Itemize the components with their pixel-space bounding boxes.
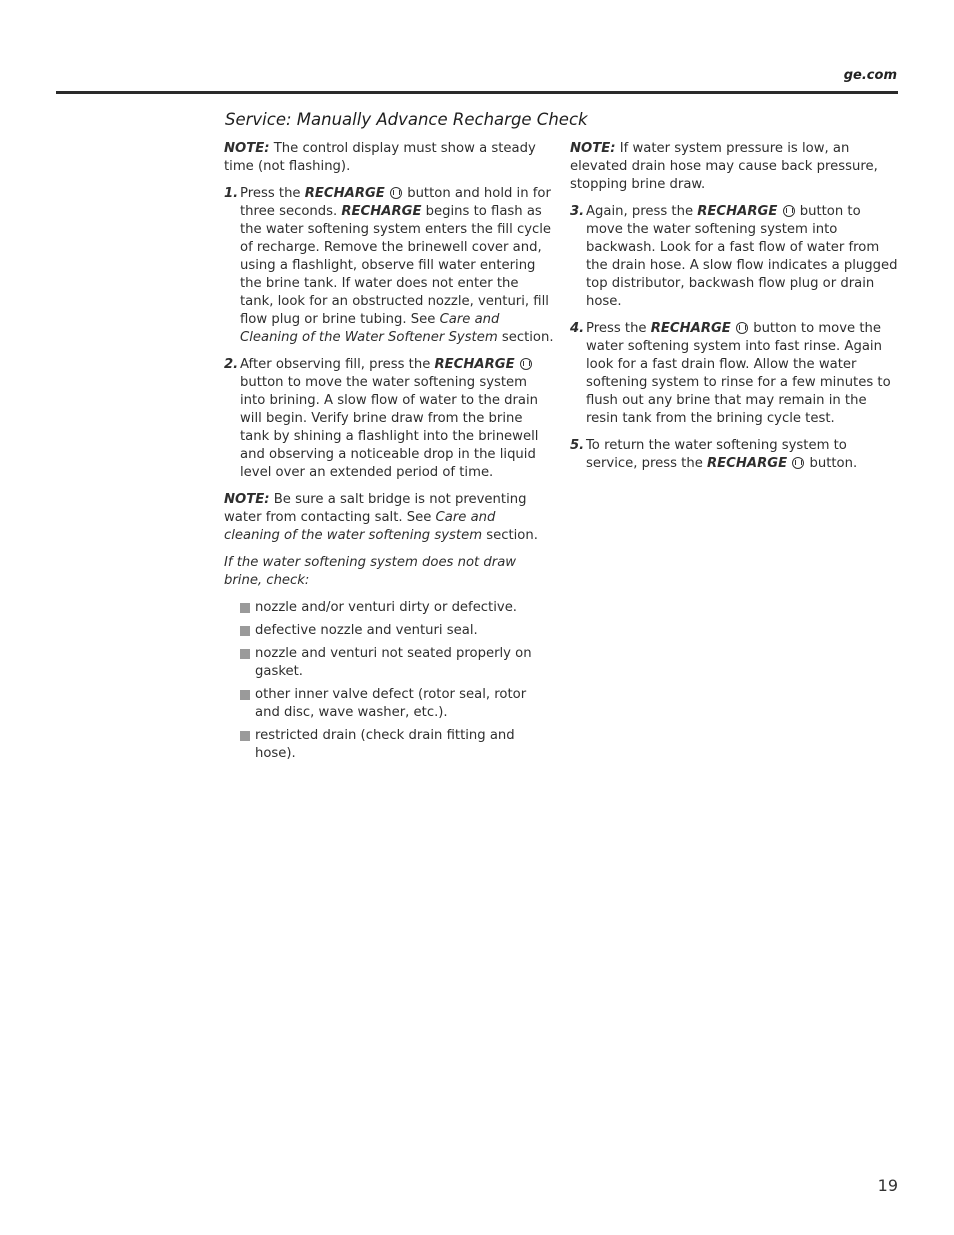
recharge-keyword: RECHARGE (434, 357, 515, 372)
recharge-keyword: RECHARGE (341, 204, 422, 219)
section-title: Service: Manually Advance Recharge Check (225, 110, 588, 129)
step-1 (224, 185, 554, 347)
step-text: section. (497, 330, 554, 345)
right-column (570, 140, 900, 482)
list-item-text: other inner valve defect (rotor seal, rotor and disc, wave washer, etc.). (255, 687, 527, 720)
recharge-keyword: RECHARGE (707, 456, 788, 471)
step-text: After observing fill, press the (240, 357, 435, 372)
note-text: section. (482, 528, 538, 543)
recharge-icon (390, 187, 402, 199)
step-2 (224, 356, 554, 482)
recharge-icon (520, 358, 532, 370)
bullet-square-icon (240, 649, 250, 659)
section-reference: Care and Cleaning of the Water Softener System (240, 312, 500, 345)
step-text: button to move the water softening system into brining. A slow flow of water to the drain will begin. Verify brine draw from the brine tank by shining a flashlight into the brinewell and observing a noticeable drop in the liquid level over an extended period of time. (240, 375, 539, 480)
bullet-square-icon (240, 690, 250, 700)
list-item-text: restricted drain (check drain fitting and hose). (255, 728, 515, 761)
recharge-icon (736, 322, 748, 334)
recharge-icon (783, 205, 795, 217)
note-text: Be sure a salt bridge is not preventing water from contacting salt. See (224, 492, 527, 525)
note-salt-bridge (224, 491, 554, 545)
list-item-text: defective nozzle and venturi seal. (255, 623, 478, 638)
list-item (240, 727, 554, 763)
list-item (240, 599, 554, 617)
step-number: 2. (224, 357, 239, 372)
recharge-keyword: RECHARGE (304, 186, 385, 201)
recharge-keyword: RECHARGE (697, 204, 778, 219)
header-rule (56, 91, 898, 94)
step-text: To return the water softening system to service, press the (586, 438, 847, 471)
list-item (240, 686, 554, 722)
recharge-keyword: RECHARGE (650, 321, 731, 336)
site-url: ge.com (843, 68, 897, 83)
note-label: NOTE: (570, 141, 616, 156)
note-pressure (570, 140, 900, 194)
step-text: button to move the water softening system into fast rinse. Again look for a fast drain flow. Allow the water softening system to rinse for a few minutes to flush out any brine that may remain in the resin tank from the brining cycle test. (586, 321, 891, 426)
left-column (224, 140, 554, 768)
list-item (240, 645, 554, 681)
bullet-square-icon (240, 603, 250, 613)
list-item-text: nozzle and/or venturi dirty or defective. (255, 600, 517, 615)
step-text: button and hold in for three seconds. (240, 186, 551, 219)
note-display (224, 140, 554, 176)
step-text: button. (805, 456, 858, 471)
check-list (240, 599, 554, 763)
step-number: 5. (570, 438, 585, 453)
recharge-icon (792, 457, 804, 469)
note-label: NOTE: (224, 492, 270, 507)
step-number: 1. (224, 186, 239, 201)
section-reference: Care and cleaning of the water softening system (224, 510, 496, 543)
list-item (240, 622, 554, 640)
step-text: Again, press the (586, 204, 698, 219)
note-text: If water system pressure is low, an elevated drain hose may cause back pressure, stopping brine draw. (570, 141, 878, 192)
step-5 (570, 437, 900, 473)
bullet-square-icon (240, 626, 250, 636)
step-text: Press the (586, 321, 651, 336)
note-label: NOTE: (224, 141, 270, 156)
note-text: The control display must show a steady time (not flashing). (224, 141, 536, 174)
step-text: begins to flash as the water softening system enters the fill cycle of recharge. Remove the brinewell cover and, using a flashlight, observe fill water entering the brine tank. If water does not enter the tank, look for an obstructed nozzle, venturi, fill flow plug or brine tubing. See (240, 204, 552, 327)
step-text: Press the (240, 186, 305, 201)
step-text: button to move the water softening system into backwash. Look for a fast flow of water from the drain hose. A slow flow indicates a plugged top distributor, backwash flow plug or drain hose. (586, 204, 898, 309)
bullet-square-icon (240, 731, 250, 741)
step-number: 3. (570, 204, 585, 219)
step-3 (570, 203, 900, 311)
page-number: 19 (877, 1176, 898, 1195)
step-4 (570, 320, 900, 428)
list-item-text: nozzle and venturi not seated properly on gasket. (255, 646, 532, 679)
check-intro: If the water softening system does not draw brine, check: (224, 555, 517, 588)
step-number: 4. (570, 321, 585, 336)
